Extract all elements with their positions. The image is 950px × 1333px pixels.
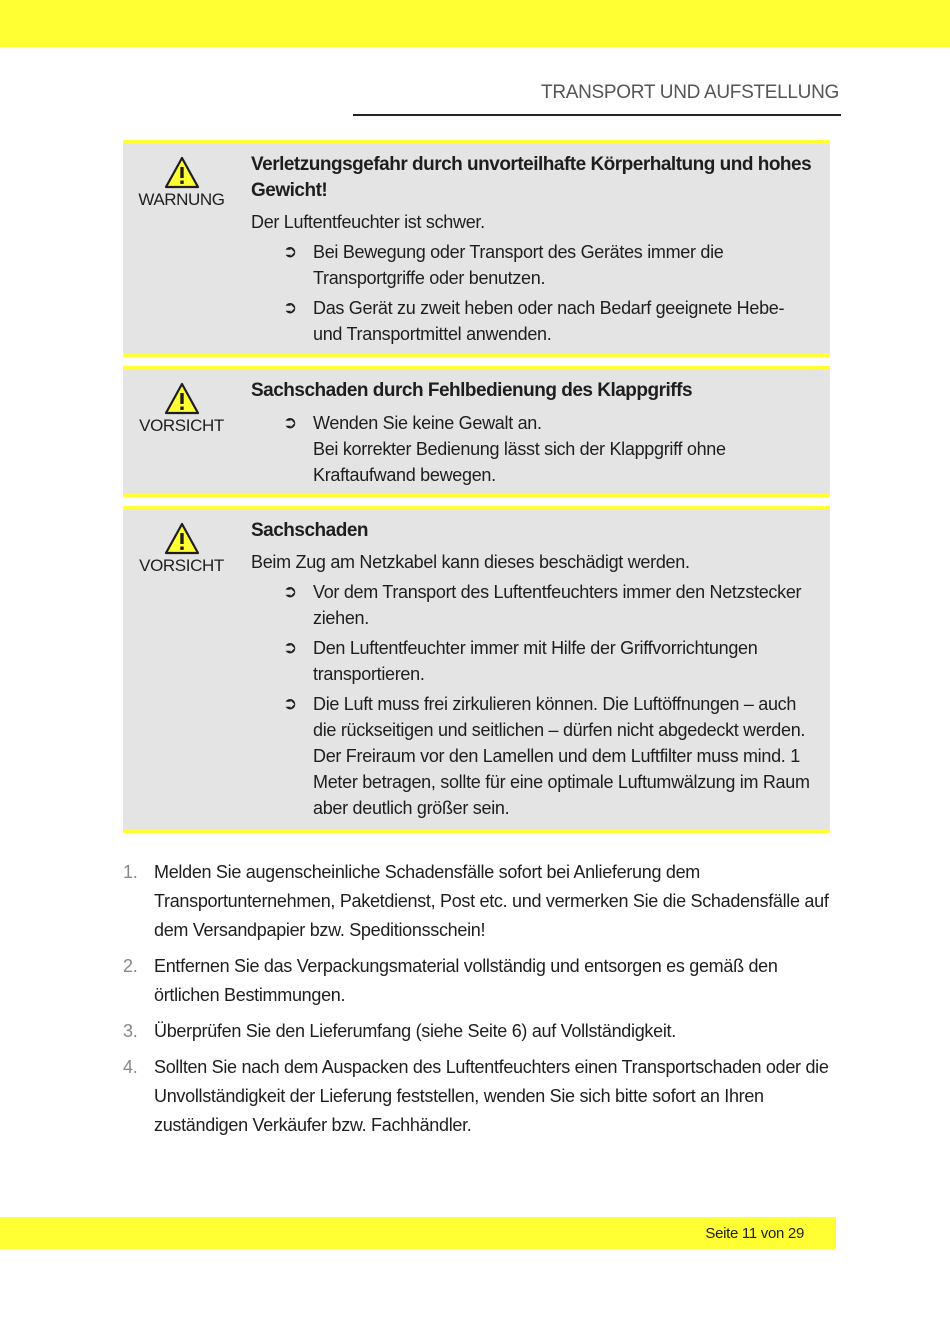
- step-number: 4.: [123, 1057, 138, 1077]
- warning-content: [251, 378, 818, 492]
- step-text: Melden Sie augenscheinliche Schadensfälle sofort bei Anlieferung dem Transportunternehmen, Paketdienst, Post etc. und vermerken Sie die Schadensfälle auf dem Versandpapier bzw. Speditionsschein!: [154, 862, 829, 940]
- header-divider: [353, 114, 841, 116]
- list-item: ➲ Vor dem Transport des Luftentfeuchters immer den Netzstecker ziehen.: [251, 579, 818, 631]
- warning-triangle-icon: [164, 382, 200, 415]
- section-title: TRANSPORT UND AUFSTELLUNG: [541, 82, 839, 103]
- list-item: ➲ Bei Bewegung oder Transport des Gerätes immer die Transportgriffe oder benutzen.: [251, 239, 818, 291]
- arrow-bullet-icon: ➲: [283, 413, 297, 432]
- warning-severity-label: VORSICHT: [139, 556, 224, 575]
- warning-box: [123, 140, 830, 357]
- warning-bullet-list: [251, 410, 818, 488]
- step-text: Entfernen Sie das Verpackungsmaterial vollständig und entsorgen es gemäß den örtlichen Bestimmungen.: [154, 956, 778, 1005]
- warning-severity-label: VORSICHT: [139, 416, 224, 435]
- warning-label-column: [123, 382, 240, 436]
- list-item: [123, 1017, 833, 1046]
- warning-label-column: [123, 156, 240, 210]
- arrow-bullet-icon: ➲: [283, 298, 297, 317]
- arrow-bullet-icon: ➲: [283, 242, 297, 261]
- step-number: 3.: [123, 1021, 138, 1041]
- warning-title: Sachschaden: [251, 520, 368, 541]
- warning-text: Der Luftentfeuchter ist schwer.: [251, 212, 485, 232]
- list-item: ➲ Wenden Sie keine Gewalt an.: [251, 410, 818, 436]
- instruction-steps: [123, 858, 833, 1147]
- warning-triangle-icon: [164, 522, 200, 555]
- warning-bullet-list: [251, 239, 818, 347]
- list-item: Bei korrekter Bedienung lässt sich der Klappgriff ohne Kraftaufwand bewegen.: [313, 439, 726, 485]
- step-text: Überprüfen Sie den Lieferumfang (siehe Seite 6) auf Vollständigkeit.: [154, 1021, 676, 1041]
- warning-title: Verletzungsgefahr durch unvorteilhafte Körperhaltung und hohes Gewicht!: [251, 154, 812, 201]
- arrow-bullet-icon: ➲: [283, 582, 297, 601]
- page-number: Seite 11 von 29: [705, 1225, 804, 1242]
- warning-triangle-icon: [164, 156, 200, 189]
- step-text: Sollten Sie nach dem Auspacken des Luftentfeuchters einen Transportschaden oder die Unvollständigkeit der Lieferung feststellen, wenden Sie sich bitte sofort an Ihren zuständigen Verkäufer bzw. Fachhändler.: [154, 1057, 829, 1135]
- arrow-bullet-icon: ➲: [283, 638, 297, 657]
- warning-box: [123, 506, 830, 833]
- list-item: [123, 858, 833, 945]
- footer-bar: [0, 1217, 836, 1249]
- warning-text: Beim Zug am Netzkabel kann dieses beschädigt werden.: [251, 552, 690, 572]
- warning-content: [251, 152, 818, 351]
- warning-severity-label: WARNUNG: [138, 190, 225, 209]
- warning-title: Sachschaden durch Fehlbedienung des Klappgriffs: [251, 380, 693, 401]
- list-item: ➲ Den Luftentfeuchter immer mit Hilfe der Griffvorrichtungen transportieren.: [251, 635, 818, 687]
- list-item: [123, 952, 833, 1010]
- warning-box: [123, 366, 830, 497]
- arrow-bullet-icon: ➲: [283, 694, 297, 713]
- warning-content: [251, 518, 818, 825]
- list-item: ➲ Das Gerät zu zweit heben oder nach Bedarf geeignete Hebe- und Transportmittel anwenden.: [251, 295, 818, 347]
- list-item: ➲ Die Luft muss frei zirkulieren können. Die Luftöffnungen – auch die rückseitigen und seitlichen – dürfen nicht abgedeckt werden. Der Freiraum vor den Lamellen und dem Luftfilter muss mind. 1 Meter betragen, sollte für eine optimale Luftumwälzung im Raum aber deutlich größer sein.: [251, 691, 818, 821]
- step-number: 2.: [123, 956, 138, 976]
- step-number: 1.: [123, 862, 138, 882]
- warning-bullet-list: [251, 579, 818, 821]
- list-item: [123, 1053, 833, 1140]
- top-accent-bar: [0, 0, 950, 47]
- warning-label-column: [123, 522, 240, 576]
